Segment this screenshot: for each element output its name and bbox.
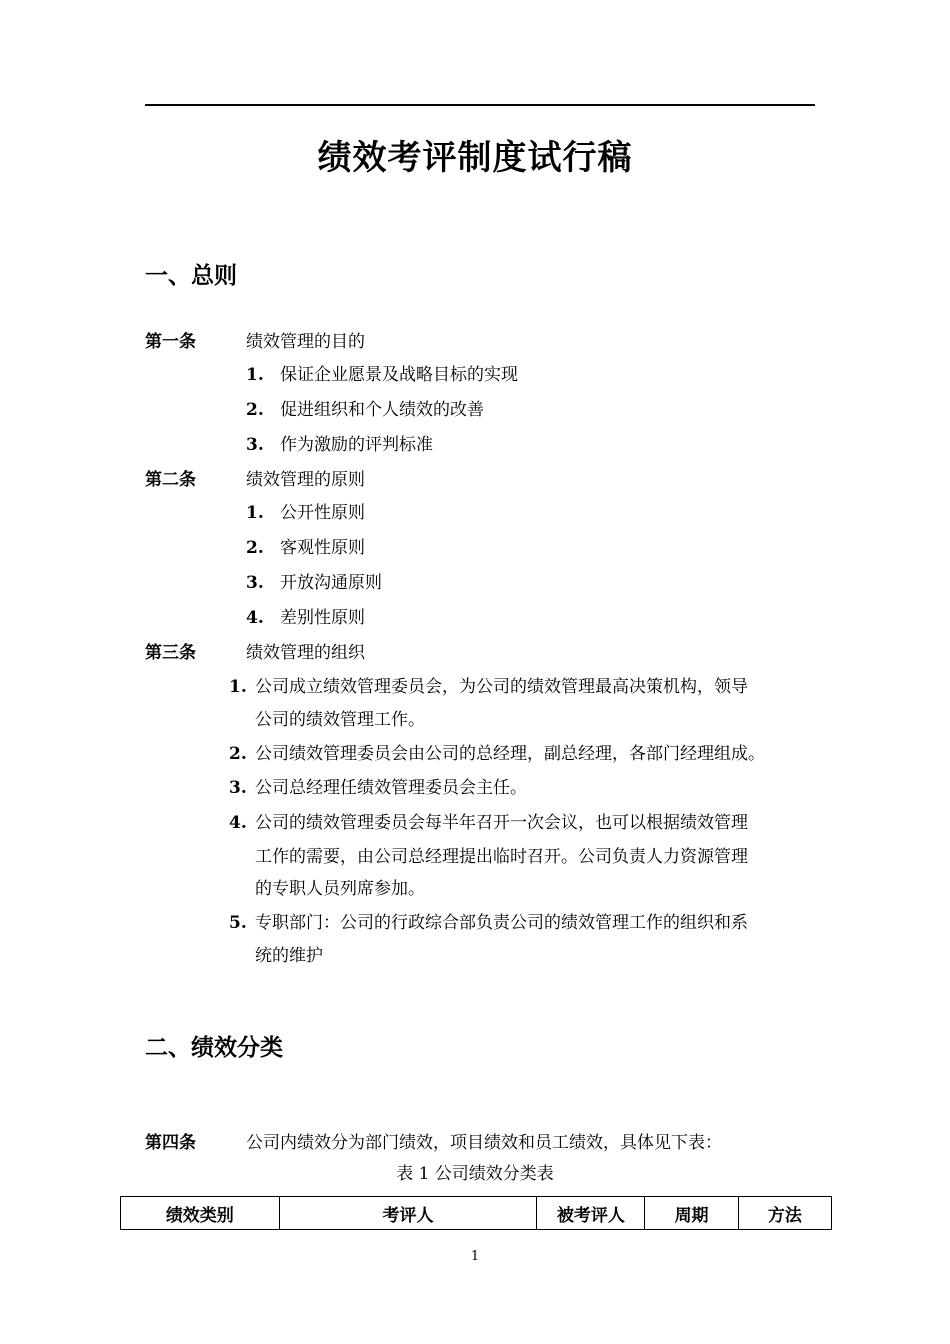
performance-classification-table [120, 1196, 832, 1230]
article-3-label: 第三条 [145, 643, 196, 663]
article-1-title: 绩效管理的目的 [246, 332, 365, 352]
table-caption: 表 1 公司绩效分类表 [396, 1164, 554, 1184]
table-header-row [121, 1197, 832, 1230]
header-rule [145, 104, 815, 106]
article-4-text: 公司内绩效分为部门绩效，项目绩效和员工绩效，具体见下表： [246, 1133, 722, 1153]
list-item-number: 1. [246, 365, 264, 385]
list-item-text: 差别性原则 [280, 608, 365, 628]
list-item-text: 统的维护 [255, 946, 323, 966]
list-item-text: 的专职人员列席参加。 [255, 879, 425, 899]
list-item-number: 1. [246, 503, 264, 523]
list-item-number: 3. [229, 778, 247, 798]
list-item-text: 专职部门：公司的行政综合部负责公司的绩效管理工作的组织和系 [255, 913, 748, 933]
column-header-method: 方法 [738, 1197, 831, 1230]
list-item-number: 4. [246, 608, 264, 628]
list-item-text: 公司的绩效管理委员会每半年召开一次会议，也可以根据绩效管理 [255, 813, 748, 833]
column-header-period: 周期 [645, 1197, 738, 1230]
list-item-text: 保证企业愿景及战略目标的实现 [280, 365, 518, 385]
list-item-number: 1. [229, 677, 247, 697]
column-header-evaluator: 考评人 [279, 1197, 537, 1230]
list-item-number: 2. [229, 744, 247, 764]
article-2-label: 第二条 [145, 470, 196, 490]
page-number: 1 [470, 1249, 480, 1264]
list-item-text: 客观性原则 [280, 538, 365, 558]
list-item-text: 工作的需要，由公司总经理提出临时召开。公司负责人力资源管理 [255, 847, 748, 867]
list-item-number: 2. [246, 538, 264, 558]
list-item-text: 公司绩效管理委员会由公司的总经理，副总经理，各部门经理组成。 [255, 744, 765, 764]
list-item-text: 促进组织和个人绩效的改善 [280, 400, 484, 420]
article-3-title: 绩效管理的组织 [246, 643, 365, 663]
article-2-title: 绩效管理的原则 [246, 470, 365, 490]
article-4-label: 第四条 [145, 1133, 196, 1153]
list-item-number: 3. [246, 435, 264, 455]
column-header-category: 绩效类别 [121, 1197, 280, 1230]
list-item-number: 3. [246, 573, 264, 593]
column-header-evaluatee: 被考评人 [537, 1197, 645, 1230]
document-title: 绩效考评制度试行稿 [317, 138, 633, 178]
list-item-number: 5. [229, 913, 247, 933]
list-item-text: 公司的绩效管理工作。 [255, 710, 425, 730]
list-item-text: 开放沟通原则 [280, 573, 382, 593]
list-item-number: 4. [229, 813, 247, 833]
list-item-text: 公司总经理任绩效管理委员会主任。 [255, 778, 527, 798]
section-heading-classification: 二、绩效分类 [145, 1035, 283, 1061]
list-item-text: 作为激励的评判标准 [280, 435, 433, 455]
article-1-label: 第一条 [145, 332, 196, 352]
list-item-number: 2. [246, 400, 264, 420]
list-item-text: 公开性原则 [280, 503, 365, 523]
section-heading-general: 一、总则 [145, 263, 237, 289]
list-item-text: 公司成立绩效管理委员会，为公司的绩效管理最高决策机构，领导 [255, 677, 748, 697]
